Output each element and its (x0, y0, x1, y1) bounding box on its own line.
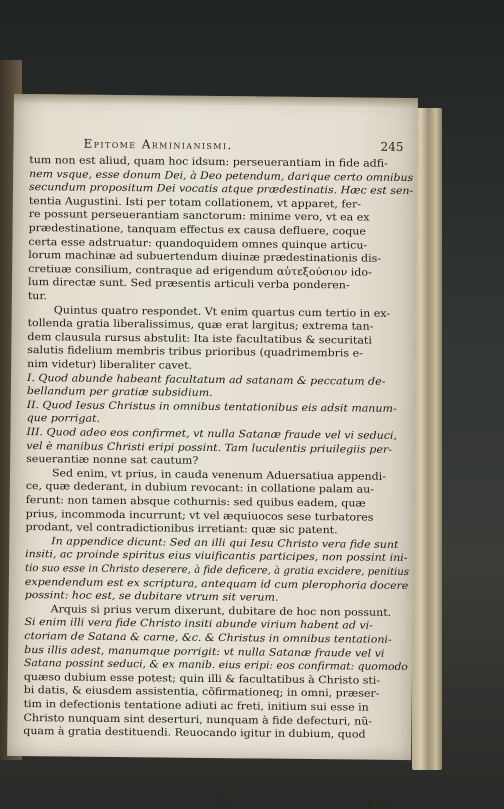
text-line: salutis fidelium membris tribus prioribus (quadrimembris e- (27, 345, 363, 360)
text-line: lorum machinæ ad subuertendum diuinæ prædestinationis dis- (28, 250, 382, 265)
text-line: II. Quod Iesus Christus in omnibus tentationibus eis adsit manum- (26, 399, 397, 415)
text-line: lum directæ sunt. Sed præsentis articuli verba ponderen- (27, 277, 350, 292)
text-line: nem vsque, esse donum Dei, à Deo petendum, darique certo omnibus (29, 168, 414, 184)
text-line: Arquis si prius verum dixerunt, dubitare de hoc non possunt. (50, 604, 392, 619)
text-line: tentia Augustini. Isti per totam collationem, vt apparet, fer- (28, 195, 362, 211)
text-line: I. Quod abunde habeant facultatum ad satanam & peccatum de- (26, 372, 386, 388)
text-line: insiti, ac proinde spiritus eius viuificantis participes, non possint ini- (25, 549, 408, 565)
page-number: 245 (380, 139, 404, 154)
text-line: prædestinatione, tanquam effectus ex causa defluere, coque (28, 223, 366, 238)
text-line: tollenda gratia liberalissimus, quæ erat largitus; extrema tan- (27, 318, 374, 333)
text-line: dem clausula rursus abstulit: Ita iste facultatibus & securitati (27, 331, 372, 347)
text-line: prius, incommoda incurrunt; vt vel æquiuocos sese turbatores (25, 508, 374, 524)
text-line: tur. (27, 291, 48, 303)
text-line: ferunt: non tamen absque cothurnis: sed quibus eadem, quæ (25, 495, 366, 510)
text-line: Quintus quatro respondet. Vt enim quartus cum tertio in ex- (53, 304, 391, 320)
text-line: Christo nunquam sint deserturi, nunquam à fide defecturi, nũ- (23, 712, 373, 728)
text-line: Si enim illi vera fide Christo insiti abunde virium habent ad vi- (24, 617, 373, 633)
text-line: tim in defectionis tentatione adiuti ac freti, initium sui esse in (23, 699, 369, 714)
text-line: certa esse adstruatur: quandoquidem omnes quinque articu- (28, 236, 368, 252)
text-line: que porrigat. (26, 413, 101, 426)
text-line: ctoriam de Satana & carne, &c. & Christus in omnibus tentationi- (24, 631, 392, 646)
text-line: quæso dubium esse potest; quin illi & facultatibus à Christo sti- (23, 671, 381, 687)
text-line: prodant, vel contradictionibus irretiant: quæ sic patent. (25, 522, 338, 537)
signature-mark: q 2 (216, 796, 233, 808)
text-line: re possunt perseuerantiam sanctorum: minime vero, vt ea ex (28, 209, 370, 225)
text-line: bellandum per gratiæ subsidium. (26, 386, 213, 400)
text-line: secundum propositum Dei vocatis atque prædestinatis. Hæc est sen- (28, 182, 414, 198)
running-head-title: Epitome Arminianismi. (83, 136, 233, 153)
text-line: quam à gratia destituendi. Reuocando igitur in dubium, quod (23, 726, 366, 741)
text-line: In appendice dicunt: Sed an illi qui Iesu Christo vera fide sunt (51, 536, 399, 551)
text-line: seuerantiæ nonne sat cautum? (26, 454, 199, 468)
book-page (7, 94, 418, 809)
text-line: cretiuæ consilium, contraque ad erigendum αὐτεξούσιον ido- (28, 263, 372, 279)
text-line: tio suo esse in Christo deserere, à fide deficere, à gratia excidere, penitius (24, 563, 410, 579)
text-line: vel è manibus Christi eripi possint. Tam luculentis priuilegiis per- (26, 440, 392, 456)
text-line: possint: hoc est, se dubitare vtrum sit verum. (24, 590, 279, 604)
text-line: tum non est aliud, quam hoc idsum: perseuerantiam in fide adfi- (29, 155, 388, 170)
text-line: Satana possint seduci, & ex manib. eius eripi: eos confirmat: quomodo (23, 658, 408, 674)
text-line: expendendum est ex scriptura, antequam id cum plerophoria docere (24, 576, 409, 592)
text-line: III. Quod adeo eos confirmet, vt nulla Satanæ fraude vel vi seduci, (26, 427, 398, 442)
text-line: ce, quæ dederant, in dubium revocant: in collatione palam au- (25, 481, 374, 497)
text-line: bus illis adest, manumque porrigit: vt nulla Satanæ fraude vel vi (24, 644, 385, 660)
text-line: Sed enim, vt prius, in cauda venenum Aduersatiua appendi- (51, 468, 386, 483)
text-line: nim videtur) liberaliter cavet. (27, 359, 193, 372)
catchword: prius (366, 797, 393, 809)
text-line: bi datis, & eiusdem assistentia, cõfirmationeq; in omni, præser- (23, 685, 380, 701)
